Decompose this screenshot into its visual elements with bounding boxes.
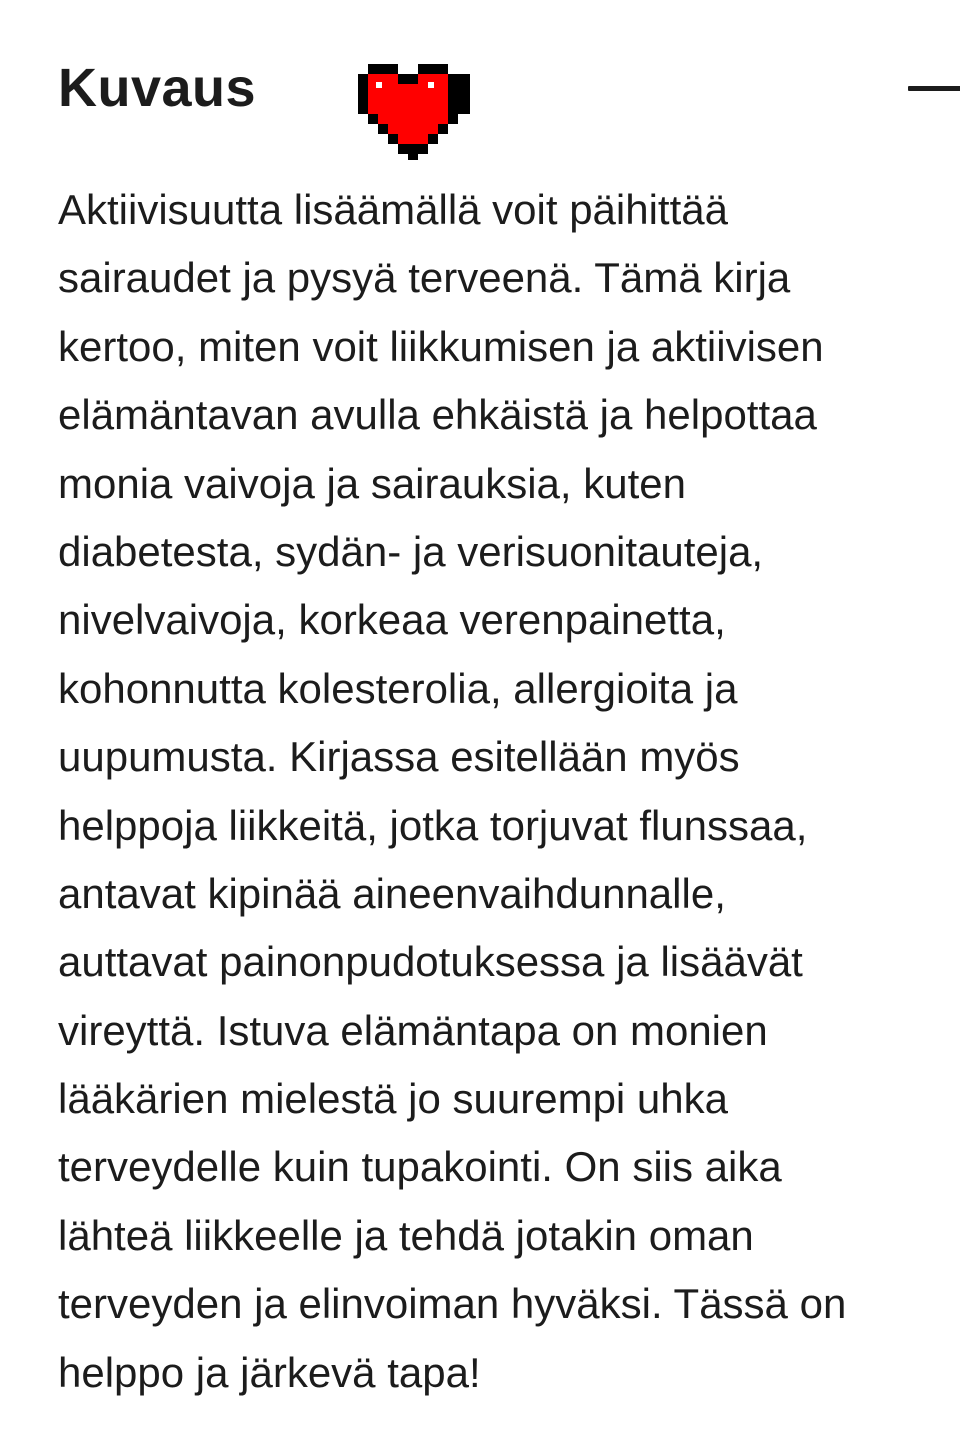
pixel-heart-icon xyxy=(358,64,474,160)
description-line: terveyden ja elinvoiman hyväksi. Tässä on xyxy=(58,1280,847,1328)
minus-icon xyxy=(908,86,960,91)
description-line: diabetesta, sydän- ja verisuonitauteja, xyxy=(58,527,764,575)
description-line: nivelvaivoja, korkeaa verenpainetta, xyxy=(58,596,726,644)
section-title: Kuvaus xyxy=(58,58,257,118)
collapse-button[interactable] xyxy=(906,60,960,116)
description-line: antavat kipinää aineenvaihdunnalle, xyxy=(58,869,726,917)
description-text xyxy=(58,176,948,1407)
description-line: vireyttä. Istuva elämäntapa on monien xyxy=(58,1006,768,1054)
description-line: elämäntavan avulla ehkäistä ja helpottaa xyxy=(58,391,817,439)
description-line: sairaudet ja pysyä terveenä. Tämä kirja xyxy=(58,254,791,302)
description-line: Aktiivisuutta lisäämällä voit päihittää xyxy=(58,186,728,233)
description-line: kertoo, miten voit liikkumisen ja aktiivisen xyxy=(58,322,824,370)
description-line: uupumusta. Kirjassa esitellään myös xyxy=(58,733,740,781)
description-line: kohonnutta kolesterolia, allergioita ja xyxy=(58,664,738,712)
description-line: terveydelle kuin tupakointi. On siis aika xyxy=(58,1143,782,1191)
description-line: auttavat painonpudotuksessa ja lisäävät xyxy=(58,938,803,986)
section-header xyxy=(58,52,938,142)
description-line: lääkärien mielestä jo suurempi uhka xyxy=(58,1075,729,1123)
description-line: helppo ja järkevä tapa! xyxy=(58,1348,481,1396)
description-line: helppoja liikkeitä, jotka torjuvat flunssaa, xyxy=(58,801,808,849)
description-line: monia vaivoja ja sairauksia, kuten xyxy=(58,459,686,507)
description-line: lähteä liikkeelle ja tehdä jotakin oman xyxy=(58,1211,754,1259)
